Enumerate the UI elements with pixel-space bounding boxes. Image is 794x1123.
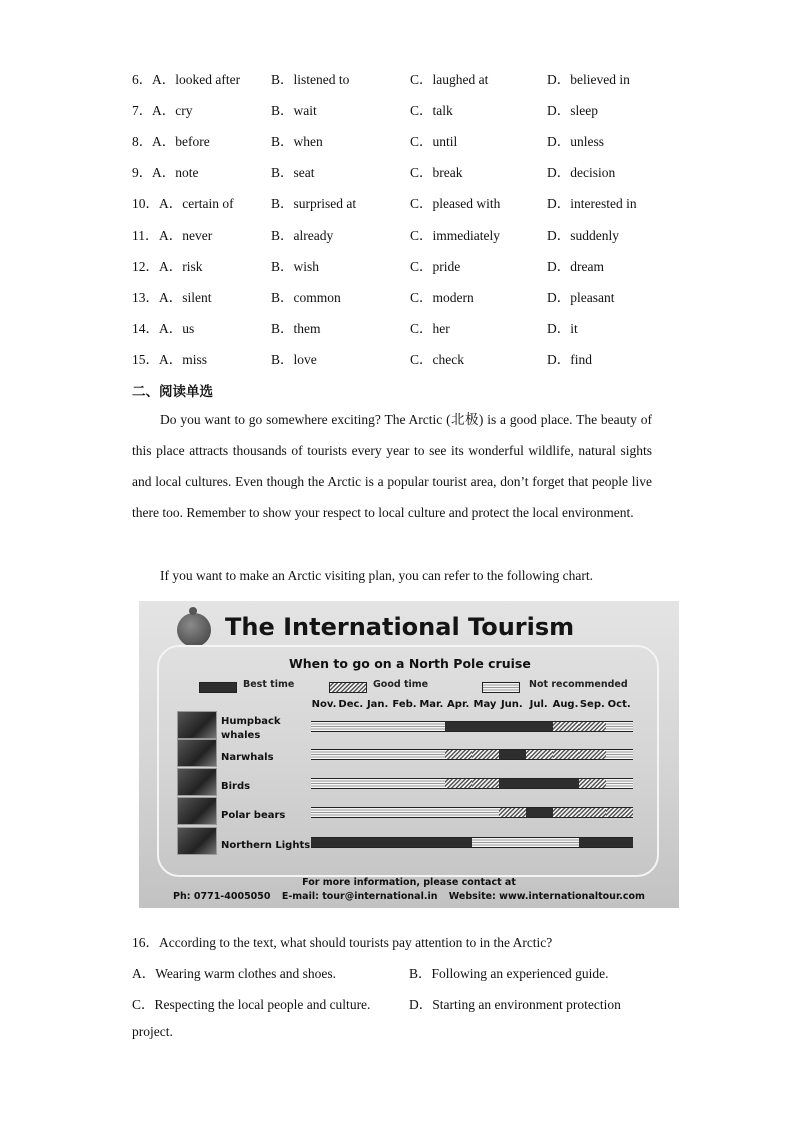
option-row <box>132 317 692 337</box>
row-label: Narwhals <box>221 752 274 763</box>
passage-paragraph-2: If you want to make an Arctic visiting plan, you can refer to the following chart. <box>160 568 593 583</box>
month-segment <box>579 808 606 817</box>
month-segment <box>553 750 580 759</box>
section-title: 二、阅读单选 <box>132 384 213 400</box>
option-c: C．break <box>410 165 463 181</box>
option-b: B．listened to <box>271 72 350 87</box>
option-row <box>132 224 692 244</box>
month-segment <box>338 750 365 759</box>
question-number: 12． <box>132 258 159 274</box>
month-segment <box>499 808 526 817</box>
option-a: A．cry <box>152 103 193 119</box>
option-c: C．laughed at <box>410 72 489 87</box>
question-16-option-c: C．Respecting the local people and culture. <box>132 997 371 1012</box>
month-segment <box>526 750 553 759</box>
option-c: C．immediately <box>410 227 500 243</box>
month-segment <box>338 779 365 788</box>
month-label: May <box>473 699 497 710</box>
month-label: Mar. <box>419 699 444 710</box>
option-d: D．suddenly <box>547 227 619 243</box>
month-segment <box>553 838 580 847</box>
month-segment <box>418 838 445 847</box>
option-c: C．talk <box>410 103 453 119</box>
month-segment <box>392 808 419 817</box>
question-16-option-a: A．Wearing warm clothes and shoes. <box>132 966 336 981</box>
option-d: D．dream <box>547 258 604 274</box>
option-c: C．her <box>410 320 450 336</box>
month-segment <box>472 838 499 847</box>
option-a: A．us <box>159 320 195 336</box>
month-segment <box>526 808 553 817</box>
question-16-stem: 16．According to the text, what should tourists pay attention to in the Arctic? <box>132 935 553 950</box>
question-number: 8． <box>132 134 153 150</box>
option-b: B．wish <box>271 258 320 274</box>
month-segment <box>418 750 445 759</box>
legend-not-recommended-swatch <box>482 682 520 693</box>
month-label: Dec. <box>338 699 364 710</box>
month-label: Jan. <box>366 699 389 710</box>
row-timeline-bar <box>311 778 633 789</box>
month-segment <box>472 808 499 817</box>
month-segment <box>365 779 392 788</box>
month-segment <box>472 750 499 759</box>
month-segment <box>311 750 338 759</box>
option-c: C．check <box>410 351 464 367</box>
month-label: Jun. <box>500 699 523 710</box>
month-segment <box>338 838 365 847</box>
month-segment <box>311 722 338 731</box>
month-segment <box>606 722 633 731</box>
row-label: Humpback whales <box>221 716 281 741</box>
option-b: B．them <box>271 320 321 336</box>
month-segment <box>445 750 472 759</box>
month-segment <box>606 838 633 847</box>
month-segment <box>365 838 392 847</box>
option-a: A．never <box>159 227 213 243</box>
option-a: A．risk <box>159 258 203 274</box>
option-d: D．unless <box>547 134 604 150</box>
option-d: D．decision <box>547 165 616 181</box>
month-segment <box>526 779 553 788</box>
option-b: B．seat <box>271 165 315 181</box>
month-segment <box>606 779 633 788</box>
month-label: Oct. <box>607 699 631 710</box>
question-number: 10． <box>132 196 159 212</box>
month-segment <box>392 722 419 731</box>
row-label: Birds <box>221 781 251 792</box>
figure-title: The International Tourism <box>225 613 575 641</box>
option-a: A．silent <box>159 289 212 305</box>
month-segment <box>579 722 606 731</box>
contact-details <box>139 891 679 902</box>
month-segment <box>472 722 499 731</box>
row-label: Polar bears <box>221 810 286 821</box>
month-label: Feb. <box>392 699 417 710</box>
passage-paragraph-1: Do you want to go somewhere exciting? The Arctic (北极) is a good place. The beauty of this place attracts thousands of tourists every year to see its wonderful wildlife, natural sights and local cultures. Even though the Arctic is a popular tourist area, don’t forget that people live there too. Remember to show your respect to local culture and protect the local environment. <box>132 412 652 520</box>
question-number: 9． <box>132 165 153 181</box>
month-segment <box>445 838 472 847</box>
question-number: 6． <box>132 72 153 87</box>
option-row <box>132 130 692 150</box>
row-timeline-bar <box>311 837 633 848</box>
row-timeline-bar <box>311 807 633 818</box>
question-number: 13． <box>132 289 159 305</box>
month-segment <box>311 779 338 788</box>
option-d: D．pleasant <box>547 289 615 305</box>
option-c: C．until <box>410 134 458 150</box>
month-segment <box>445 808 472 817</box>
row-timeline-bar <box>311 749 633 760</box>
option-d: D．find <box>547 351 592 367</box>
option-b: B．when <box>271 134 323 150</box>
option-row <box>132 348 692 368</box>
option-row <box>132 68 692 88</box>
month-segment <box>579 838 606 847</box>
chart-subtitle: When to go on a North Pole cruise <box>289 656 531 671</box>
animal-photo <box>177 827 217 855</box>
legend-good-label: Good time <box>373 679 429 690</box>
month-segment <box>365 750 392 759</box>
contact-email: E-mail: tour@international.in <box>281 891 438 902</box>
option-row <box>132 255 692 275</box>
animal-photo <box>177 739 217 767</box>
option-a: A．looked after <box>152 72 241 87</box>
month-segment <box>418 722 445 731</box>
option-c: C．modern <box>410 289 474 305</box>
question-16-option-d: D．Starting an environment protection <box>409 997 621 1012</box>
month-segment <box>553 722 580 731</box>
animal-photo <box>177 711 217 739</box>
option-d: D．believed in <box>547 72 630 87</box>
legend-best-label: Best time <box>243 679 295 690</box>
month-segment <box>365 808 392 817</box>
month-segment <box>445 722 472 731</box>
month-segment <box>579 779 606 788</box>
question-number: 14． <box>132 320 159 336</box>
month-segment <box>338 722 365 731</box>
month-segment <box>499 750 526 759</box>
month-segment <box>606 808 633 817</box>
month-segment <box>499 722 526 731</box>
option-b: B．already <box>271 227 334 243</box>
month-label: Jul. <box>529 699 548 710</box>
row-timeline-bar <box>311 721 633 732</box>
contact-line: For more information, please contact at <box>302 877 516 888</box>
option-d: D．interested in <box>547 196 637 212</box>
option-c: C．pleased with <box>410 196 501 212</box>
option-b: B．wait <box>271 103 317 119</box>
option-d: D．it <box>547 320 578 336</box>
tourism-chart-figure <box>139 601 679 908</box>
month-segment <box>392 750 419 759</box>
question-16-option-b: B．Following an experienced guide. <box>409 966 609 981</box>
globe-logo-icon <box>177 613 211 647</box>
month-label: Apr. <box>447 699 470 710</box>
legend-not-recommended-label: Not recommended <box>529 679 628 690</box>
row-label: Northern Lights <box>221 840 311 851</box>
month-segment <box>499 779 526 788</box>
month-label: Nov. <box>311 699 337 710</box>
month-label: Aug. <box>552 699 579 710</box>
question-number: 7． <box>132 103 153 119</box>
month-segment <box>311 808 338 817</box>
month-segment <box>311 838 338 847</box>
option-row <box>132 99 692 119</box>
month-label: Sep. <box>579 699 605 710</box>
month-segment <box>365 722 392 731</box>
month-segment <box>606 750 633 759</box>
option-b: B．love <box>271 351 317 367</box>
month-segment <box>392 838 419 847</box>
month-segment <box>553 808 580 817</box>
question-number: 15． <box>132 351 159 367</box>
option-a: A．miss <box>159 351 208 367</box>
animal-photo <box>177 768 217 796</box>
question-number: 11． <box>132 227 159 243</box>
month-segment <box>445 779 472 788</box>
month-segment <box>418 808 445 817</box>
month-segment <box>472 779 499 788</box>
month-segment <box>526 838 553 847</box>
month-segment <box>499 838 526 847</box>
contact-website: Website: www.internationaltour.com <box>448 891 645 902</box>
option-b: B．surprised at <box>271 196 357 212</box>
option-a: A．before <box>152 134 210 150</box>
question-16-option-d-continued: project. <box>132 1024 173 1039</box>
month-segment <box>338 808 365 817</box>
option-b: B．common <box>271 289 341 305</box>
legend-good-swatch <box>329 682 367 693</box>
contact-phone: Ph: 0771-4005050 <box>173 891 271 902</box>
option-a: A．note <box>152 165 199 181</box>
legend-best-swatch <box>199 682 237 693</box>
month-segment <box>553 779 580 788</box>
option-row <box>132 286 692 306</box>
option-row <box>132 192 692 212</box>
month-segment <box>526 722 553 731</box>
animal-photo <box>177 797 217 825</box>
month-segment <box>418 779 445 788</box>
option-c: C．pride <box>410 258 461 274</box>
option-d: D．sleep <box>547 103 598 119</box>
month-segment <box>579 750 606 759</box>
option-a: A．certain of <box>159 196 234 212</box>
month-segment <box>392 779 419 788</box>
option-row <box>132 161 692 181</box>
